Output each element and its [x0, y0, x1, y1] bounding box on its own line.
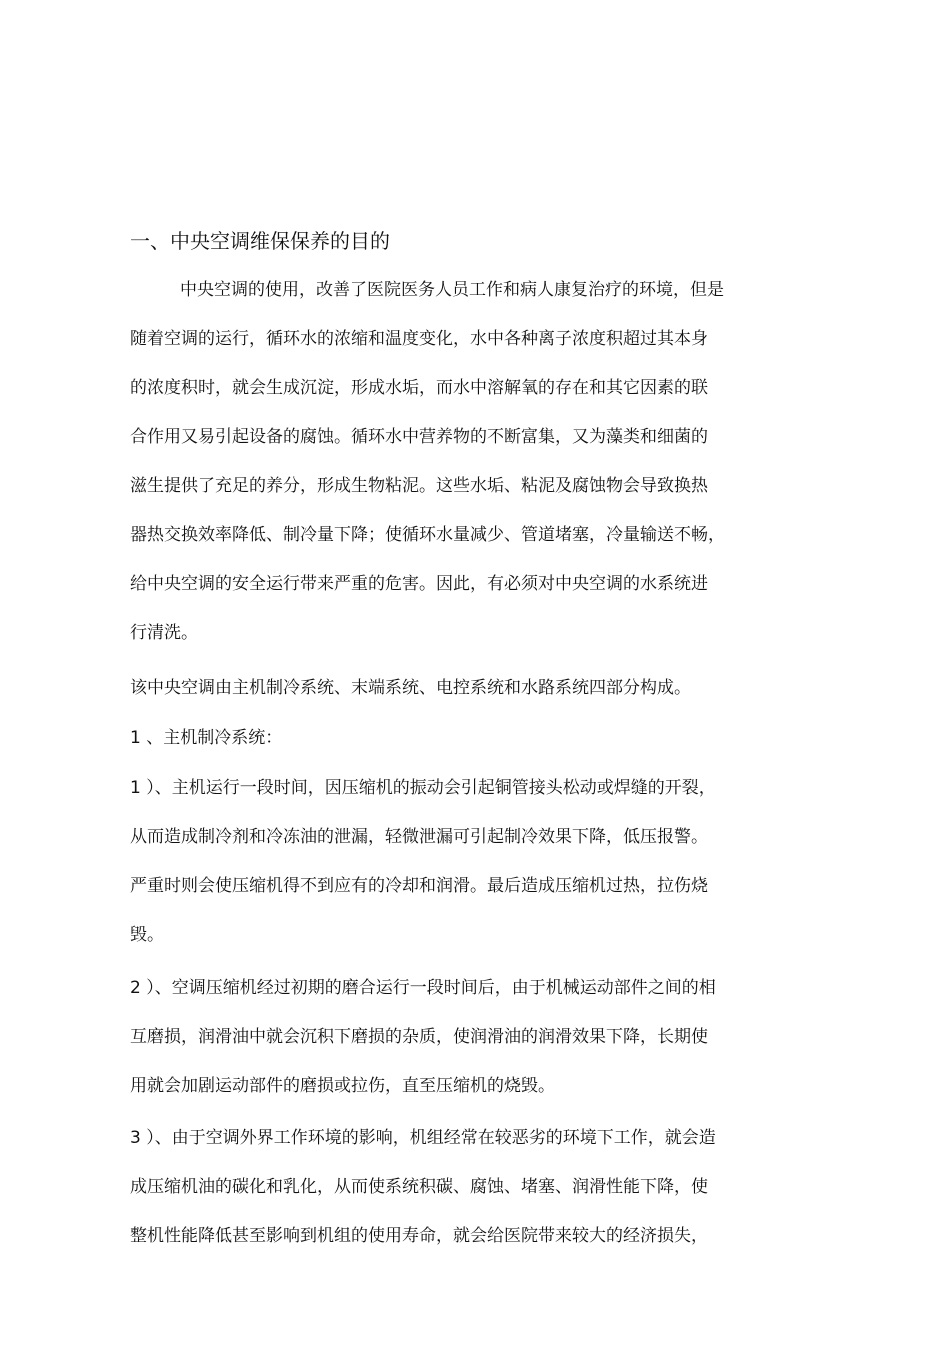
- list-heading: 1 、主机制冷系统：: [130, 728, 283, 748]
- list-item-line: 严重时则会使压缩机得不到应有的冷却和润滑。最后造成压缩机过热，拉伤烧: [130, 876, 708, 896]
- paragraph-line: 器热交换效率降低、制冷量下降；使循环水量减少、管道堵塞，冷量输送不畅，: [130, 525, 725, 545]
- list-item-line: 从而造成制冷剂和冷冻油的泄漏，轻微泄漏可引起制冷效果下降，低压报警。: [130, 827, 708, 847]
- paragraph-line: 该中央空调由主机制冷系统、末端系统、电控系统和水路系统四部分构成。: [130, 678, 691, 698]
- paragraph-line: 行清洗。: [130, 623, 198, 643]
- paragraph-line: 合作用又易引起设备的腐蚀。循环水中营养物的不断富集，又为藻类和细菌的: [130, 427, 708, 447]
- section-heading: 一、中央空调维保保养的目的: [130, 229, 390, 253]
- list-item-line: 2 ）、空调压缩机经过初期的磨合运行一段时间后，由于机械运动部件之间的相: [130, 978, 716, 998]
- paragraph-line: 的浓度积时，就会生成沉淀，形成水垢，而水中溶解氧的存在和其它因素的联: [130, 378, 708, 398]
- paragraph-line: 随着空调的运行，循环水的浓缩和温度变化，水中各种离子浓度积超过其本身: [130, 329, 708, 349]
- list-item-line: 用就会加剧运动部件的磨损或拉伤，直至压缩机的烧毁。: [130, 1076, 555, 1096]
- paragraph-line: 给中央空调的安全运行带来严重的危害。因此，有必须对中央空调的水系统进: [130, 574, 708, 594]
- list-item-line: 互磨损，润滑油中就会沉积下磨损的杂质，使润滑油的润滑效果下降，长期使: [130, 1027, 708, 1047]
- list-item-line: 整机性能降低甚至影响到机组的使用寿命，就会给医院带来较大的经济损失，: [130, 1226, 708, 1246]
- list-item-line: 3 ）、由于空调外界工作环境的影响，机组经常在较恶劣的环境下工作，就会造: [130, 1128, 716, 1148]
- paragraph-line: 中央空调的使用，改善了医院医务人员工作和病人康复治疗的环境，但是: [180, 280, 724, 300]
- list-item-line: 成压缩机油的碳化和乳化，从而使系统积碳、腐蚀、堵塞、润滑性能下降，使: [130, 1177, 708, 1197]
- list-item-line: 毁。: [130, 925, 164, 945]
- paragraph-line: 滋生提供了充足的养分，形成生物粘泥。这些水垢、粘泥及腐蚀物会导致换热: [130, 476, 708, 496]
- list-item-line: 1 ）、主机运行一段时间，因压缩机的振动会引起铜管接头松动或焊缝的开裂，: [130, 778, 716, 798]
